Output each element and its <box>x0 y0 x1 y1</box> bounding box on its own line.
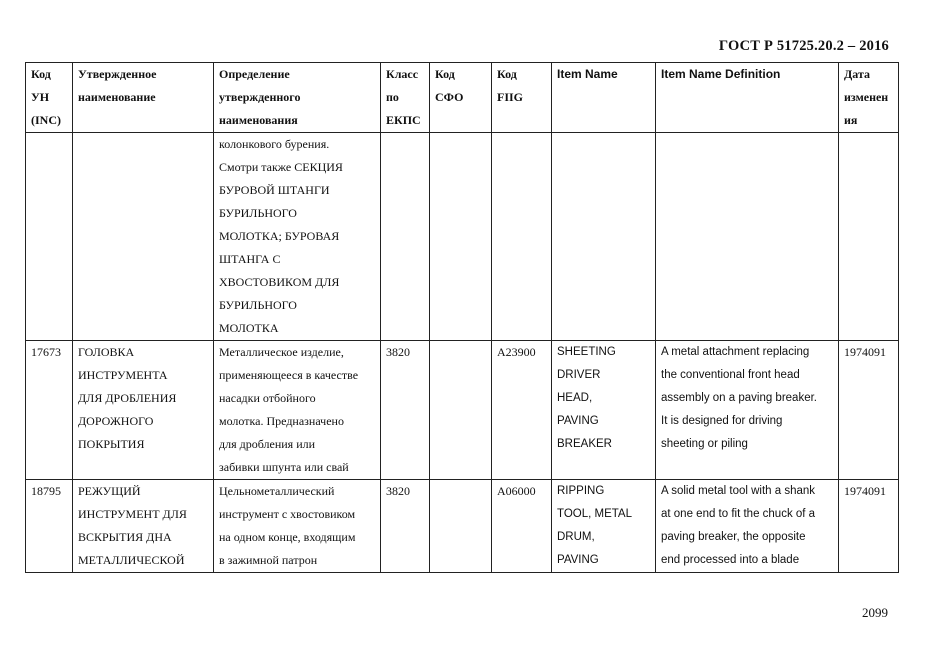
cell-approved-name: ГОЛОВКА ИНСТРУМЕНТА ДЛЯ ДРОБЛЕНИЯ ДОРОЖНОГО ПОКРЫТИЯ <box>73 341 214 480</box>
cell-inc: 17673 <box>26 341 73 480</box>
column-header-change-date: Дата изменен ия <box>839 63 899 133</box>
cell-class: 3820 <box>381 341 430 480</box>
column-header-fiig: Код FIIG <box>492 63 552 133</box>
column-header-class: Класс по ЕКПС <box>381 63 430 133</box>
cell-fiig <box>492 133 552 341</box>
cell-class <box>381 133 430 341</box>
cell-sfo <box>430 480 492 573</box>
cell-fiig: A23900 <box>492 341 552 480</box>
cell-inc: 18795 <box>26 480 73 573</box>
nomenclature-table <box>25 62 899 573</box>
cell-sfo <box>430 133 492 341</box>
cell-inc <box>26 133 73 341</box>
cell-item-name: SHEETING DRIVER HEAD, PAVING BREAKER <box>552 341 656 480</box>
table-header-row <box>26 63 899 133</box>
cell-definition: Металлическое изделие, применяющееся в качестве насадки отбойного молотка. Предназначено для дробления или забивки шпунта или свай <box>214 341 381 480</box>
cell-item-name <box>552 133 656 341</box>
cell-definition: колонкового бурения. Смотри также СЕКЦИЯ БУРОВОЙ ШТАНГИ БУРИЛЬНОГО МОЛОТКА; БУРОВАЯ ШТАНГА С ХВОСТОВИКОМ ДЛЯ БУРИЛЬНОГО МОЛОТКА <box>214 133 381 341</box>
cell-approved-name <box>73 133 214 341</box>
column-header-inc: Код УН (INC) <box>26 63 73 133</box>
cell-change-date: 1974091 <box>839 480 899 573</box>
column-header-item-definition: Item Name Definition <box>656 63 839 133</box>
cell-item-definition <box>656 133 839 341</box>
cell-item-definition: A solid metal tool with a shank at one end to fit the chuck of a paving breaker, the opposite end processed into a blade <box>656 480 839 573</box>
cell-approved-name: РЕЖУЩИЙ ИНСТРУМЕНТ ДЛЯ ВСКРЫТИЯ ДНА МЕТАЛЛИЧЕСКОЙ <box>73 480 214 573</box>
cell-fiig: A06000 <box>492 480 552 573</box>
cell-change-date: 1974091 <box>839 341 899 480</box>
table-row <box>26 133 899 341</box>
cell-item-definition: A metal attachment replacing the conventional front head assembly on a paving breaker. It is designed for driving sheeting or piling <box>656 341 839 480</box>
cell-item-name: RIPPING TOOL, METAL DRUM, PAVING <box>552 480 656 573</box>
page-number: 2099 <box>862 605 888 620</box>
column-header-item-name: Item Name <box>552 63 656 133</box>
table-row <box>26 480 899 573</box>
cell-change-date <box>839 133 899 341</box>
document-standard-header: ГОСТ Р 51725.20.2 – 2016 <box>718 38 889 54</box>
cell-sfo <box>430 341 492 480</box>
table-row <box>26 341 899 480</box>
cell-class: 3820 <box>381 480 430 573</box>
cell-definition: Цельнометаллический инструмент с хвостовиком на одном конце, входящим в зажимной патрон <box>214 480 381 573</box>
column-header-sfo: Код СФО <box>430 63 492 133</box>
column-header-approved-name: Утвержденное наименование <box>73 63 214 133</box>
column-header-definition: Определение утвержденного наименования <box>214 63 381 133</box>
